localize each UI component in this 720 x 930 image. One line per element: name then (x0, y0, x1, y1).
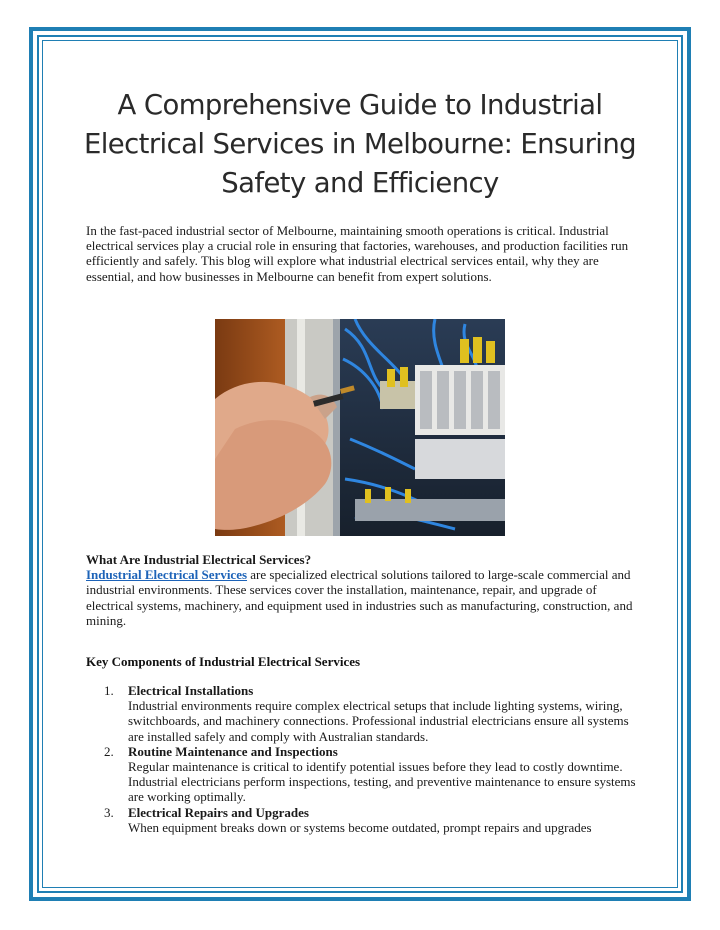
list-item-heading: Electrical Repairs and Upgrades (128, 804, 309, 820)
list-item (104, 683, 644, 744)
list-item-body: When equipment breaks down or systems become outdated, prompt repairs and upgrades (128, 819, 592, 835)
list-item (104, 805, 644, 835)
list-number: 3. (104, 804, 114, 820)
list-number: 1. (104, 683, 114, 698)
list-item-body: Regular maintenance is critical to identify potential issues before they lead to costly downtime. Industrial electricians perform inspections, testing, and preventive maintenance to ensure systems are working optimally. (128, 759, 636, 805)
section-heading: What Are Industrial Electrical Services? (86, 552, 312, 567)
section-what-are-services (86, 552, 642, 628)
section-heading-key-components: Key Components of Industrial Electrical Services (86, 654, 361, 669)
intro-paragraph: In the fast-paced industrial sector of Melbourne, maintaining smooth operations is critical. Industrial electrical services play a crucial role in ensuring that factories, warehouses, and production facilities run efficiently and safely. This blog will explore what industrial electrical services entail, why they are essential, and how businesses in Melbourne can benefit from expert solutions. (86, 223, 629, 284)
industrial-electrical-services-link[interactable]: Industrial Electrical Services (86, 567, 248, 583)
electrician-switchboard-photo (215, 319, 505, 536)
key-components-list (104, 683, 644, 835)
document-title: A Comprehensive Guide to Industrial Electrical Services in Melbourne: Ensuring Safety and Efficiency (83, 89, 637, 199)
list-number: 2. (104, 743, 114, 759)
section-paragraph-text: are specialized electrical solutions tailored to large-scale commercial and industrial environments. These services cover the installation, maintenance, repair, and upgrade of electrical systems, machinery, and equipment used in industries such as manufacturing, construction, and mining. (86, 567, 633, 628)
list-item-body: Industrial environments require complex electrical setups that include lighting systems, wiring, switchboards, and machinery connections. Professional industrial electricians ensure all systems are installed safely and comply with Australian standards. (128, 698, 629, 744)
list-item-heading: Routine Maintenance and Inspections (128, 743, 338, 759)
list-item-heading: Electrical Installations (128, 683, 254, 698)
list-item (104, 744, 644, 805)
section-paragraph (86, 567, 642, 628)
